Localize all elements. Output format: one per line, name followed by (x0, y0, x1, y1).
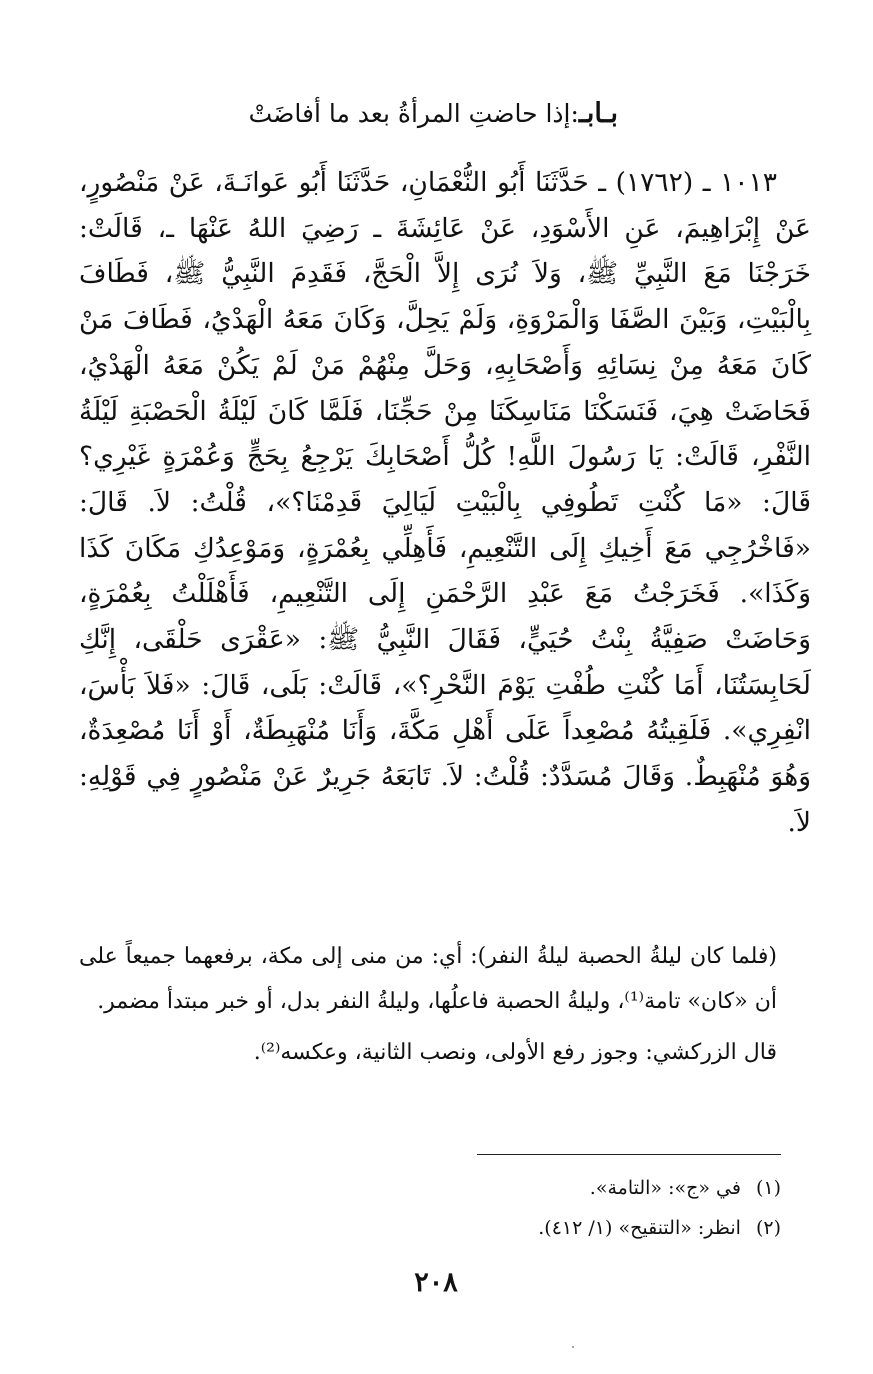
footnote-number: (٢) (755, 1217, 781, 1239)
footnotes (281, 1168, 781, 1248)
footnote-text: انظر: «التنقيح» (١/ ٤١٢). (538, 1217, 741, 1239)
chapter-label: بـابـ (578, 98, 618, 129)
page-number: ٢٠٨ (414, 1267, 458, 1298)
chapter-title: :إذا حاضتِ المرأةُ بعد ما أفاضَتْ (248, 99, 579, 128)
hadith-text (79, 160, 811, 846)
footnote-text: في «ج»: «التامة». (589, 1177, 741, 1199)
footnote-divider (477, 1154, 781, 1155)
scan-speck (572, 1346, 574, 1348)
footnote-number: (١) (755, 1177, 781, 1199)
footnote-item (281, 1208, 781, 1248)
commentary-paragraph: (فلما كان ليلةُ الحصبة ليلةُ النفر): أي: من منى إلى مكة، برفعهما جميعاً على أن «كان» تامة⁽¹⁾، وليلةُ الحصبة فاعلُها، وليلةُ النفر بدل، أو خبر مبتدأ مضمر. (79, 944, 777, 1014)
chapter-heading (218, 92, 618, 136)
hadith-chain-opening: ١٠١٣ ـ (١٧٦٢) ـ حَدَّثَنَا أَبُو النُّعْمَانِ، حَدَّثَنَا أَبُو عَوانَـةَ، عَنْ (168, 167, 777, 198)
hadith-body: مَنْصُورٍ، عَنْ إِبْرَاهِيمَ، عَنِ الأَسْوَدِ، عَنْ عَائِشَةَ ـ رَضِيَ اللهُ عَنْهَا ـ، قَالَتْ: خَرَجْنَا مَعَ النَّبِيِّ ﷺ، وَلاَ نُرَى إِلاَّ الْحَجَّ، فَقَدِمَ النَّبِيُّ ﷺ، فَطَافَ بِالْبَيْتِ، وَبَيْنَ الصَّفَا وَالْمَرْوَةِ، وَلَمْ يَحِلَّ، وَكَانَ مَعَهُ الْهَدْيُ، فَطَافَ مَنْ كَانَ مَعَهُ مِنْ نِسَائِهِ وَأَصْحَابِهِ، وَحَلَّ مِنْهُمْ مَنْ لَمْ يَكُنْ مَعَهُ الْهَدْيُ، فَحَاضَتْ هِيَ، فَنَسَكْنَا مَنَاسِكَنَا مِنْ حَجِّنَا، فَلَمَّا كَانَ لَيْلَةُ الْحَصْبَةِ لَيْلَةُ النَّفْرِ، قَالَتْ: يَا رَسُولَ اللَّهِ! كُلُّ أَصْحَابِكَ يَرْجِعُ بِحَجٍّ وَعُمْرَةٍ غَيْرِي؟ قَالَ: «مَا كُنْتِ تَطُوفِي بِالْبَيْتِ لَيَالِيَ قَدِمْنَا؟»، قُلْتُ: لاَ. قَالَ: «فَاخْرُجِي مَعَ أَخِيكِ إِلَى التَّنْعِيمِ، فَأَهِلِّي بِعُمْرَةٍ، وَمَوْعِدُكِ مَكَانَ كَذَا وَكَذَا». فَخَرَجْتُ مَعَ عَبْدِ الرَّحْمَنِ إِلَى التَّنْعِيمِ، فَأَهْلَلْتُ بِعُمْرَةٍ، وَحَاضَتْ صَفِيَّةُ بِنْتُ حُيَيٍّ، فَقَالَ النَّبِيُّ ﷺ: «عَقْرَى حَلْقَى، إِنَّكِ لَحَابِسَتُنَا، أَمَا كُنْتِ طُفْتِ يَوْمَ النَّحْرِ؟»، قَالَتْ: بَلَى، قَالَ: «فَلاَ بَأْسَ، انْفِرِي». فَلَقِيتُهُ مُصْعِداً عَلَى أَهْلِ مَكَّةَ، وَأَنَا مُنْهَبِطَةٌ، أَوْ أَنَا مُصْعِدَةٌ، وَهُوَ مُنْهَبِطٌ. وَقَالَ مُسَدَّدٌ: قُلْتُ: لاَ. تَابَعَهُ جَرِيرٌ عَنْ مَنْصُورٍ فِي قَوْلِهِ: لاَ. (79, 167, 811, 838)
commentary (79, 934, 811, 1075)
commentary-paragraph: قال الزركشي: وجوز رفع الأولى، ونصب الثانية، وعكسه⁽²⁾. (253, 1040, 777, 1065)
footnote-item (281, 1168, 781, 1208)
